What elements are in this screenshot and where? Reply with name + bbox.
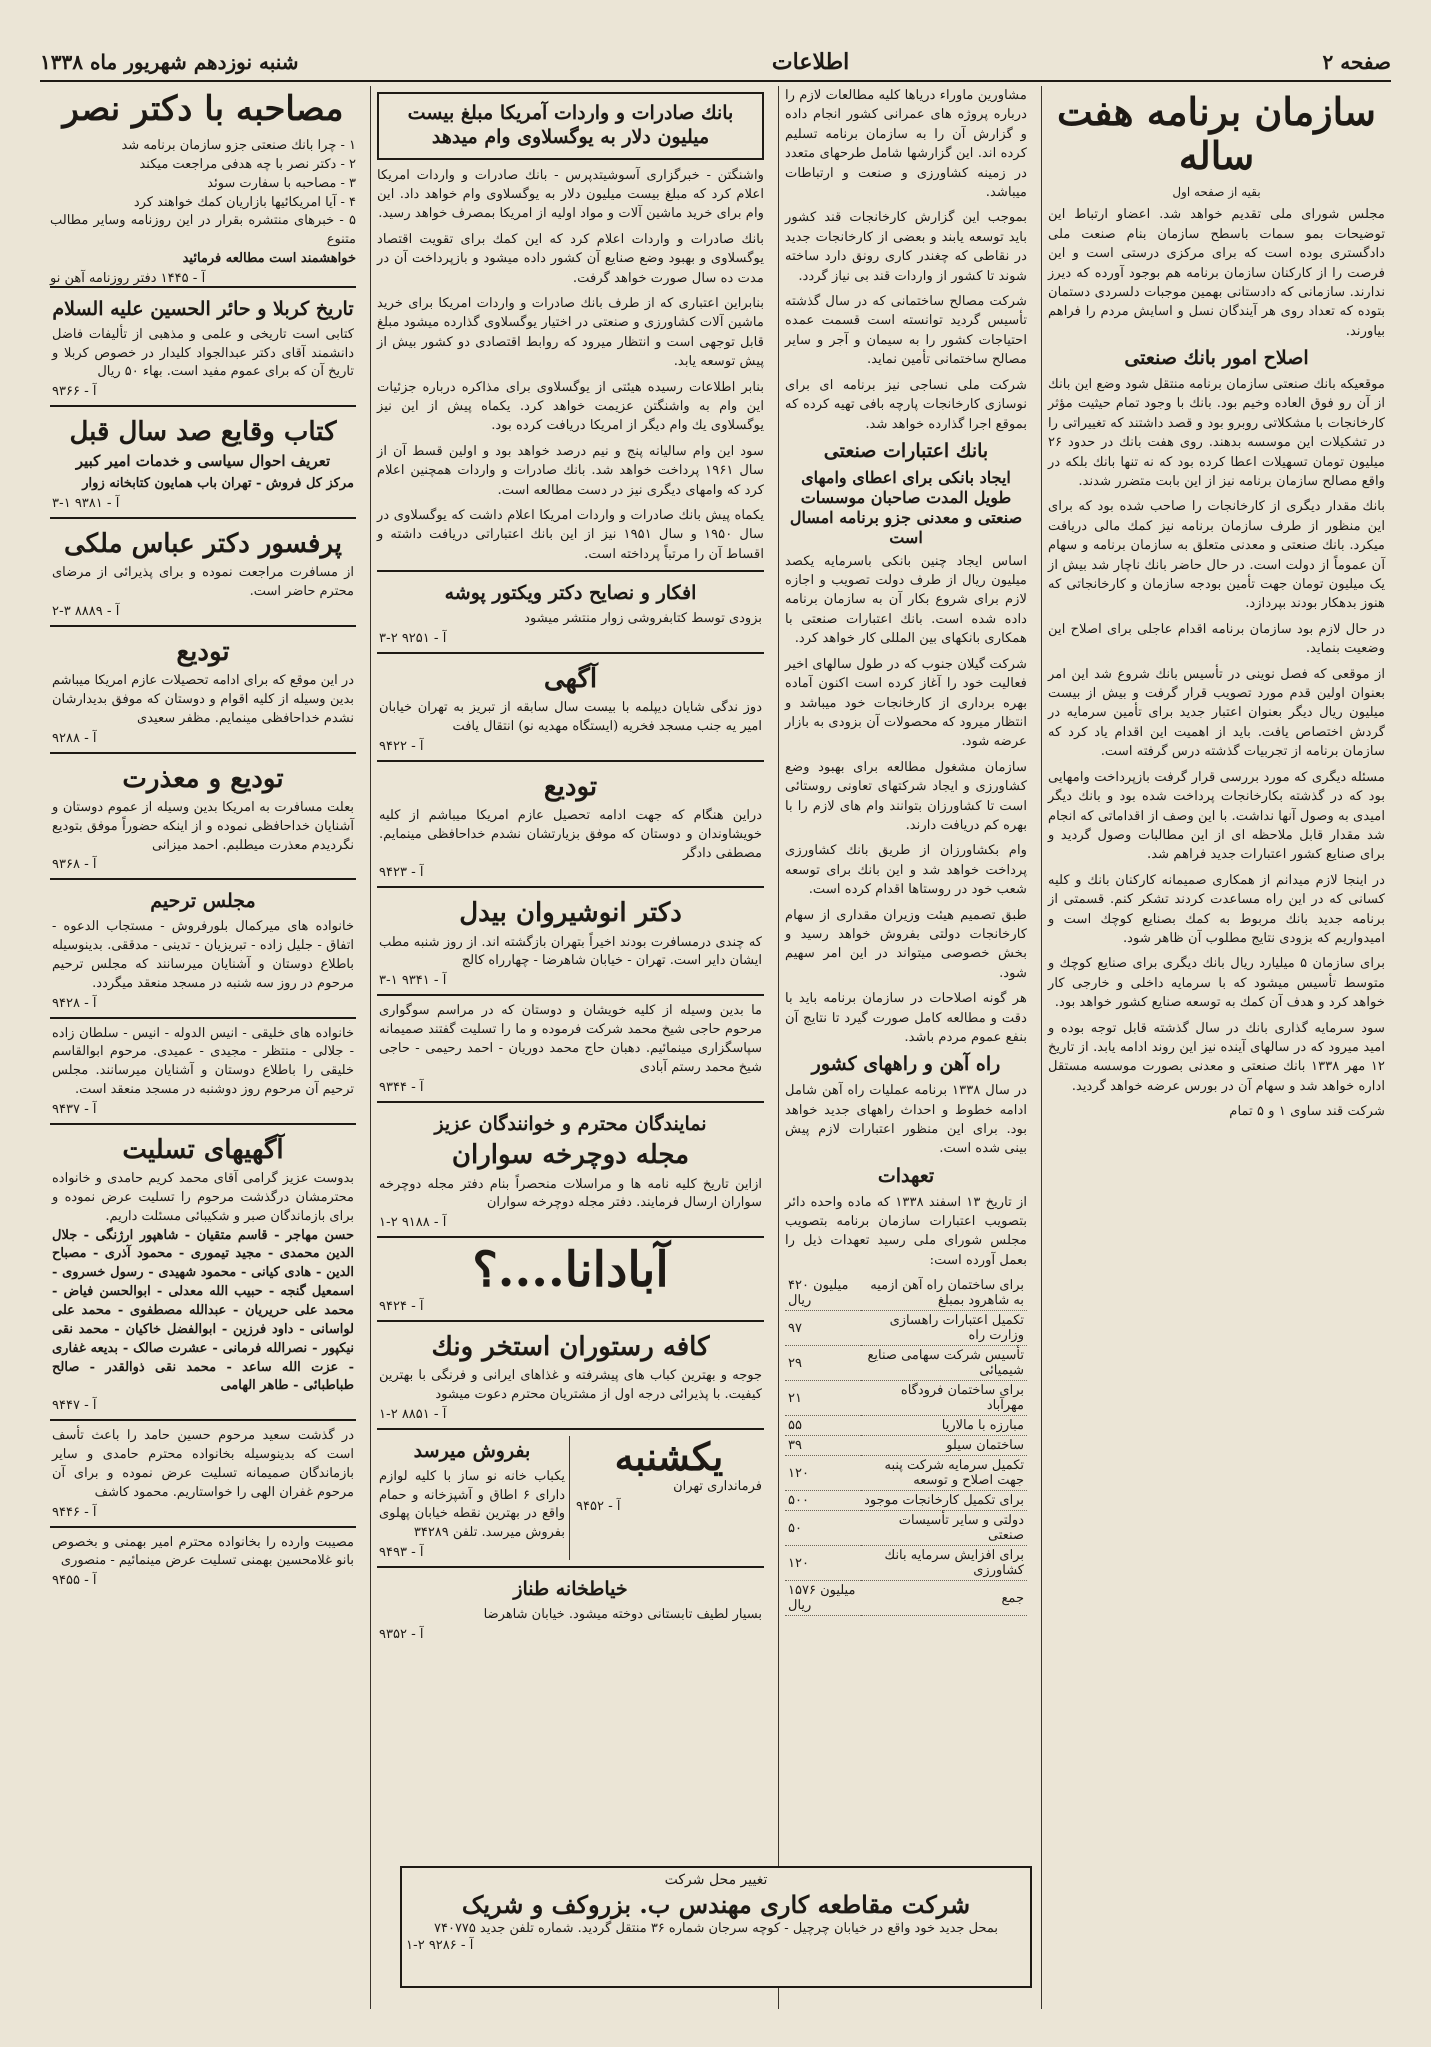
ad-memorial (50, 878, 356, 1016)
article-paragraph: سازمان مشغول مطالعه برای بهبود وضع کشاورزی و ایجاد شرکتهای تعاونی روستائی است تا کشاورزان بتوانند وام های لازم را با بهره کم دریافت دارند. (785, 759, 1027, 833)
issue-date: شنبه نوزدهم شهریور ماه ۱۳۳۸ (40, 50, 299, 74)
ad-farewell (377, 760, 764, 887)
table-cell-value: ۹۷ (785, 1311, 861, 1346)
ad-code: آ - ۹۳۴۱ ۱-۳ (379, 973, 447, 989)
ad-code: آ - ۹۲۸۸ (52, 730, 97, 746)
column-news-ads (370, 86, 770, 2009)
ad-history-book (50, 405, 356, 517)
table-row (785, 1311, 1027, 1346)
ad-tailor (377, 1566, 764, 1648)
ad-thanks (377, 994, 764, 1100)
ad-title: یکشنبه (614, 1433, 724, 1479)
column-article-continued (778, 86, 1033, 2009)
ad-title: تاریخ کربلا و حائر الحسین علیه السلام (52, 298, 354, 320)
ad-text: در این موقع که برای ادامه تحصیلات عازم امریکا میباشم بدین وسیله از کلیه اقوام و دوستان که موفق بدیدارشان نشدم خداحافظی مینمایم. مظفر سعیدی (52, 673, 354, 726)
news-paragraph: سود این وام سالیانه پنج و نیم درصد خواهد بود و اولین قسط آن از سال ۱۹۶۱ پرداخت خواهد شد. بانك صادرات و واردات همچنین اعلام کرد که وامهای دیگری نیز در دست مطالعه است. (377, 443, 765, 498)
ad-code: آ - ۹۳۵۲ (379, 1626, 424, 1642)
article-paragraph: شرکت ملی نساجی نیز برنامه ای برای نوسازی کارخانجات پارچه بافی تهیه کرده که بموقع اجرا گذارده خواهد شد. (785, 377, 1027, 432)
article-paragraph: طبق تصمیم هیئت وزیران مقداری از سهام کارخانجات دولتی بفروش خواهد رسید و بخش خصوصی میتواند در این امر سهیم شود. (785, 907, 1027, 981)
ad-code: آ - ۹۳۶۶ (52, 384, 97, 400)
ad-heading: تغییر محل شرکت (664, 1872, 768, 1888)
ad-code: آ - ۹۲۵۱ ۲-۳ (379, 630, 447, 646)
ad-code: آ - ۹۴۹۳ (379, 1545, 424, 1561)
ad-condolence-2 (50, 1419, 356, 1525)
article-title: سازمان برنامه هفت ساله (1056, 89, 1377, 178)
table-row (785, 1416, 1027, 1436)
commitments-table (785, 1276, 1027, 1616)
interview-title: مصاحبه با دکتر نصر (62, 89, 344, 129)
ad-code: آ - ۸۸۸۹ ۳-۲ (52, 603, 120, 619)
ad-title: دکتر انوشیروان بیدل (459, 898, 682, 929)
ad-text: خانواده های خلیقی - انیس الدوله - انیس - سلطان زاده - جلالی - منتظر - مجیدی - عمیدی. مرحوم ابوالقاسم خلیقی را باطلاع دوستان و آشنایان میرسانند. مجلس ترحیم آن مرحوم روز دوشنبه در مسجد منعقد است. (52, 1025, 354, 1098)
ad-title: افکار و نصایح دکتر ویکتور پوشه (444, 582, 697, 605)
page-number: صفحه ۲ (1322, 50, 1391, 74)
ad-title: پرفسور دکتر عباس ملکی (63, 529, 343, 560)
ad-code: آ - ۹۴۳۷ (52, 1101, 97, 1117)
article-paragraph: در اینجا لازم میدانم از همکاری صمیمانه کارکنان بانك و کلیه کسانی که در این راه مساعدت کردند تشکر کنم. قسمتی از برنامه جدید بانك مربوط به کمك بصنایع کوچك است و امیدواریم که بزودی نتایج مطلوب آن ظاهر شود. (1048, 872, 1385, 946)
newspaper-name: اطلاعات (771, 49, 850, 75)
ad-code: آ - ۸۸۵۱ ۲-۱ (379, 1406, 447, 1422)
page-header (40, 44, 1391, 82)
article-subheading: تعهدات (877, 1164, 935, 1187)
article-paragraph: مسئله دیگری که مورد بررسی قرار گرفت بازپرداخت وامهایی بود که در گذشته بکارخانجات پرداخت شده بود و بانك دیگر امیدی به وصول آنها نداشت. با این وصف از اقداماتی که انجام شد مقدار قابل ملاحظه ای از این مطالبات وصول گردید و برای صنایع کشور اعتبارات جدید فراهم شد. (1048, 769, 1385, 863)
ad-text: مرکز کل فروش - تهران باب همایون کتابخانه زوار (82, 476, 354, 492)
ad-text: ازاین تاریخ کلیه نامه ها و مراسلات منحصراً بنام دفتر مجله دوچرخه سواران ارسال فرمایند. دفتر مجله دوچرخه سواران (379, 1176, 762, 1211)
list-item: ۳ - مصاحبه با سفارت سوئد (207, 175, 356, 191)
ad-karbala-book (50, 286, 356, 405)
footer-ad-relocation (400, 1866, 1032, 1988)
ad-professor (50, 517, 356, 625)
article-paragraph: بموجب این گزارش کارخانجات قند کشور باید توسعه یابند و بعضی از کارخانجات جدید در نقاطی که چغندر کاری رونق دارد ساخته شوند تا کشور از واردات قند بی نیاز گردد. (785, 210, 1027, 284)
ad-code: آ - ۹۴۲۴ (379, 1299, 424, 1315)
ad-code: آ - ۹۴۲۸ (52, 995, 97, 1011)
ad-condolences (50, 1123, 356, 1419)
ad-text: مصیبت وارده را بخانواده محترم امیر بهمنی و بخصوص بانو غلامحسین بهمنی تسلیت عرض مینمائیم - منصوری (52, 1534, 354, 1569)
ad-condolence-3 (50, 1526, 356, 1595)
article-paragraph: سود سرمایه گذاری بانك در سال گذشته قابل توجه بوده و امید میرود که در سالهای آینده نیز این روند ادامه یابد. از تاریخ ۱۲ مهر ۱۳۳۸ بانك صنعتی و معدنی بصورت موسسه مستقل اداره خواهد شد و سهام آن در بورس عرضه خواهد گردید. (1048, 1020, 1385, 1094)
ad-code: آ - ۹۴۴۶ (52, 1504, 97, 1520)
interview-note: خواهشمند است مطالعه فرمائید (182, 251, 356, 267)
list-item: ۲ - دکتر نصر با چه هدفی مراجعت میکند (139, 156, 356, 172)
ad-magazine (377, 1101, 764, 1237)
table-cell-value: ۱۲۰ (785, 1546, 861, 1581)
list-item: ۴ - آیا امریکائیها بازاریان کمك خواهند کرد (133, 194, 356, 210)
ad-code: آ - ۹۴۵۲ (576, 1498, 621, 1514)
article-paragraph: در حال لازم بود سازمان برنامه اقدام عاجلی برای اصلاح این وضعیت بنماید. (1048, 621, 1385, 657)
ad-title: تودیع (543, 771, 598, 802)
table-row (785, 1276, 1027, 1311)
ad-text: خانواده های میرکمال بلورفروش - مستجاب الدعوه - اتفاق - جلیل زاده - تبریزیان - تدینی - مدققی. بدینوسیله باطلاع دوستان و آشنایان میرسانند که مجلس ترحیم مرحوم در روز سه شنبه در مسجد منعقد میگردد. (52, 919, 354, 991)
ad-text: در گذشت سعید مرحوم حسین حامد را باعث تأسف است که بدینوسیله بخانواده محترم حامدی و سایر بازماندگان صمیمانه تسلیت عرض نموده و برای آن مرحوم غفران الهی را خواستاریم. محمود کاشف (52, 1428, 354, 1500)
ad-abadana (377, 1236, 764, 1320)
table-cell-label: تکمیل اعتبارات راهسازی وزارت راه (861, 1311, 1027, 1346)
ad-text: یکباب خانه نو ساز با کلیه لوازم دارای ۶ اطاق و آشپزخانه و حمام واقع در بهترین نقطه خیابان پهلوی بفروش میرسد. تلفن ۳۴۲۸۹ (379, 1468, 565, 1541)
ad-memorial-2 (50, 1017, 356, 1123)
table-cell-label: جمع (861, 1581, 1027, 1616)
ad-text: دوز ندگی شایان دیپلمه با بیست سال سابقه از تبریز به تهران خیابان امیر یه جنب مسجد فخریه (ایستگاه مهدیه نو) انتقال یافت (379, 700, 762, 734)
table-cell-value: ۱۲۰ (785, 1456, 861, 1491)
ad-doctor (377, 886, 764, 994)
ad-text: از مسافرت مراجعت نموده و برای پذیرائی از مرضای محترم حاضر است. (52, 565, 354, 600)
table-row (785, 1456, 1027, 1491)
ad-code: آ - ۹۳۶۸ (52, 857, 97, 873)
article-subheading: بانك اعتبارات صنعتی (823, 439, 989, 462)
list-item: ۵ - خبرهای منتشره بقرار در این روزنامه وسایر مطالب متنوع (50, 213, 356, 248)
news-headline: بانك صادرات و واردات آمریکا مبلغ بیست میلیون دلار به یوگسلاوی وام میدهد (407, 102, 734, 148)
ad-code: آ - ۹۳۴۴ (379, 1079, 424, 1095)
news-paragraph: واشنگتن - خبرگزاری آسوشیتدپرس - بانك صادرات و واردات امریکا اعلام کرد که مبلغ بیست میلیون دلار به یوگسلاوی وام خواهد داد. این وام برای خرید ماشین آلات و مواد اولیه از امریکا بمصرف خواهد رسید. (377, 167, 764, 222)
article-paragraph: شرکت مصالح ساختمانی که در سال گذشته تأسیس گردید توانسته است قسمت عمده احتیاجات کشور را به سیمان و آجر و سایر مصالح ساختمانی تأمین نماید. (785, 294, 1027, 368)
ad-text: دراین هنگام که جهت ادامه تحصیل عازم امریکا میباشم از کلیه خویشاوندان و دوستان که موفق بزیارتشان نشدم خداحافظی مینمایم. مصطفی دادگر (379, 807, 762, 861)
table-cell-value: ۲۱ (785, 1381, 861, 1416)
ad-cafe (377, 1320, 764, 1428)
table-cell-label: برای ساختمان راه آهن ازمیه به شاهرود بمبلغ (861, 1276, 1027, 1311)
ad-title: بفروش میرسد (413, 1439, 531, 1462)
table-row (785, 1546, 1027, 1581)
ad-title: آگهی (543, 663, 598, 694)
table-cell-value: ۲۹ (785, 1346, 861, 1381)
table-cell-value: ۱۵۷۶ میلیون ریال (785, 1581, 861, 1616)
ad-text: ما بدین وسیله از کلیه خویشان و دوستان که در مراسم سوگواری مرحوم حاجی شیخ محمد شرکت فرموده و ما را تسلیت گفتند صمیمانه سپاسگزاری مینمائیم. دهبان حاج محمد دوریان - احمد رحیمی - حاجی شیخ محمد رستم آبادی (379, 1003, 762, 1075)
table-row (785, 1491, 1027, 1511)
table-row (785, 1346, 1027, 1381)
ad-title: کافه رستوران استخر ونك (431, 1332, 710, 1363)
ad-code: آ - ۱۴۴۵ دفتر روزنامه آهن نو (50, 271, 206, 286)
ad-title: نمایندگان محترم و خوانندگان عزیز (434, 1112, 707, 1135)
article-subheading: اصلاح امور بانك صنعتی (1124, 347, 1309, 370)
table-cell-label: ساختمان سیلو (861, 1436, 1027, 1456)
interview-list (50, 137, 356, 250)
ad-subtitle: مجله دوچرخه سواران (451, 1140, 690, 1171)
ad-names: حسن مهاجر - قاسم متقیان - شاهپور ارژنگی - جلال الدین محمدی - مجید تیموری - محمود آذری - مصباح الدین - هادی کیانی - محمود شهیدی - رسول خسروی - اسمعیل گنجه - حبیب الله معدلی - ابوالحسن فیاض - محمد علی حریریان - عبدالله مصطفوی - محمد علی لواسانی - داود فرزین - ابوالفضل خاکیان - محمد نقی نیکپور - نصرالله فرمانی - عشرت صالک - بدیعه غفاری - عزت الله ساعد - محمد نقی ذوالقدر - صالح طباطبائی - طاهر الهامی (52, 1227, 354, 1394)
table-cell-value: ۳۹ (785, 1436, 861, 1456)
table-cell-label: تأسیس شرکت سهامی صنایع شیمیائی (861, 1346, 1027, 1381)
article-paragraph: از تاریخ ۱۳ اسفند ۱۳۳۸ که ماده واحده دائر بتصویب اعتبارات سازمان برنامه بتصویب مجلس شورای ملی رسید تعهدات ذیل را بعمل آورده است: (785, 1194, 1028, 1268)
table-cell-value: ۵۵ (785, 1416, 861, 1436)
article-paragraph: اساس ایجاد چنین بانکی باسرمایه یکصد میلیون ریال از طرف دولت تصویب و اجازه لازم برای شروع بکار آن به سازمان برنامه داده شده است. بانك اعتبارات صنعتی با همکاری بانكهای بین المللی کار خواهد کرد. (785, 553, 1027, 647)
ad-sunday (576, 1433, 762, 1560)
ad-title: آگهیهای تسلیت (122, 1134, 284, 1165)
column-lead-article (1041, 86, 1391, 2009)
continued-note: بقیه از صفحه اول (1172, 185, 1261, 200)
columns (40, 86, 1391, 2009)
table-cell-label: دولتی و سایر تأسیسات صنعتی (861, 1511, 1027, 1546)
news-paragraph: بنابراین اعتباری که از طرف بانك صادرات و واردات امریکا برای خرید ماشین آلات کشاورزی و صنعتی در اختیار یوگسلاوی گذارده میشود مبلغ قابل توجهی است و انتظار میرود که روابط اقتصادی دو کشور بیش از پیش توسعه یابد. (377, 295, 764, 370)
table-row (785, 1436, 1027, 1456)
table-cell-label: تکمیل سرمایه شرکت پنبه جهت اصلاح و توسعه (861, 1456, 1027, 1491)
news-paragraph: بانك صادرات و واردات اعلام کرد که این کمك برای تقویت اقتصاد یوگسلاوی و بهبود وضع صنایع آن کشور داده میشود و بازپرداخت آن در مدت ده سال صورت خواهد گرفت. (377, 231, 764, 286)
ad-subtitle: تعریف احوال سیاسی و خدمات امیر کبیر (75, 452, 331, 471)
ad-notice (377, 652, 764, 760)
ad-title: تودیع و معذرت (122, 763, 284, 794)
news-paragraph: یکماه پیش بانك صادرات و واردات امریکا اعلام داشت که یوگسلاوی در سال ۱۹۵۰ و سال ۱۹۵۱ نیز از این بانك اعتباراتی دریافت داشته و اقساط آن را مرتباً پرداخته است. (377, 508, 765, 562)
table-row (785, 1511, 1027, 1546)
article-paragraph: شرکت گیلان جنوب که در طول سالهای اخیر فعالیت خود را آغاز کرده است اکنون آماده بهره برداری از کارخانجات خود میباشد و انتظار میرود که محصولات آن بزودی به بازار عرضه شود. (785, 656, 1027, 750)
ad-title: کتاب وقایع صد سال قبل (69, 417, 337, 448)
article-subheading: ایجاد بانکی برای اعطای وامهای طویل المدت صاحبان موسسات صنعتی و معدنی جزو برنامه امسال است (789, 467, 1023, 547)
table-row (785, 1581, 1027, 1616)
list-item: ۱ - چرا بانك صنعتی جزو سازمان برنامه شد (121, 138, 356, 154)
ad-text: بعلت مسافرت به امریکا بدین وسیله از عموم دوستان و آشنایان خداحافظی نموده و از اینکه حضوراً موفق بتودیع نگردیدم معذرت میطلبم. احمد میزانی (52, 799, 354, 853)
ad-text: بدوست عزیز گرامی آقای محمد کریم حامدی و خانواده محترمشان درگذشت مرحوم را تسلیت عرض نموده و برای بازماندگان صبر و شکیبائی مسئلت داریم. (52, 1171, 354, 1224)
news-headline-box (377, 92, 764, 160)
ad-text: فرمانداری تهران (673, 1478, 762, 1494)
ad-code: آ - ۹۴۲۲ (379, 738, 424, 754)
article-end: شرکت قند ساوی ۱ و ۵ تمام (1229, 1104, 1385, 1120)
article-paragraph: مجلس شورای ملی تقدیم خواهد شد. اعضاو ارتباط این توضیحات بمو سمات باسطح سازمان بنام صنعت ملی دادگستری بوده است که برای مرکزی درستی است و این فرصت را از کارکنان سازمان برنامه هم بوجود آورده که دیرز ندارند. سازمانی که دادستانی بهمین موجبات دلسردی دستمان بتوده که تعداد روی هر آیندگان نسل و اسایش مردم را فراهم بیاورند. (1048, 207, 1385, 339)
article-subheading: راه آهن و راههای کشور (811, 1053, 1001, 1076)
article-paragraph: مشاورین ماوراء دریاها کلیه مطالعات لازم را درباره پروژه های عمرانی کشور انجام داده و گزارش آن را به سازمان برنامه تسلیم کرده اند. این گزارشها شامل طرحهای متعدد در زمینه کشاورزی و صنعت و ارتباطات میباشد. (785, 88, 1027, 201)
table-row (785, 1381, 1027, 1416)
article-paragraph: بانك مقدار دیگری از کارخانجات را صاحب شده بود که برای این منظور از طرف سازمان برنامه نیز کمك مالی دریافت میکرد. بانك صنعتی و معدنی متعلق به سازمان برنامه و سهام آن عموماً از دولت است. در حال حاضر بانك ناچار شد بیش از یک میلیون تومان جهت تأمین بودجه سازمان و کارخانجاتی که هنوز بدهکار بودند بپردازد. (1048, 499, 1385, 612)
ad-code: آ - ۹۴۲۳ (379, 865, 424, 881)
table-cell-label: برای افزایش سرمایه بانك کشاورزی (861, 1546, 1027, 1581)
ad-title: آبادانا....؟ (472, 1242, 669, 1299)
table-cell-label: برای ساختمان فرودگاه مهرآباد (861, 1381, 1027, 1416)
article-paragraph: وام بکشاورزان از طریق بانك کشاورزی پرداخت خواهد شد و این بانك برای توسعه شعب خود در روستاها اقدام کرده است. (785, 843, 1027, 898)
table-cell-label: مبارزه با مالاریا (861, 1416, 1027, 1436)
article-paragraph: موقعیکه بانك صنعتی سازمان برنامه منتقل شود وضع این بانك از آن رو فوق العاده وخیم بود. بانك با وجود تمام حیثیت مؤثر کارخانجات با مشکلاتی روبرو بود و قصد داشتند که تغییراتی را در تشکیلات این موسسه بدهند. روی هفت بانك در حدود ۲۶ میلیون تومان تسهیلات اعطا کرده بود که نه تنها بانك بلکه در واقع مصالح سازمان برنامه نیز از این بابت متضرر شدند. (1048, 376, 1385, 489)
article-paragraph: از موقعی که فصل نوینی در تأسیس بانك شروع شد این امر بعنوان اولین قدم مورد تصویب قرار گرفت و بیش از بیست میلیون ریال دیگر بعنوان اعتبار جدید برای تأمین سرمایه در گردش اختصاص یافت. باید از اهمیت این اقدام یاد کرد که سازمان برنامه از تجربیات گذشته درس گرفته است. (1048, 666, 1385, 760)
ad-text: بسیار لطیف تابستانی دوخته میشود. خیابان شاهرضا (483, 1606, 762, 1622)
news-paragraph: بنابر اطلاعات رسیده هیئتی از یوگسلاوی برای مذاکره درباره جزئیات این وام به واشنگتن عزیمت خواهد کرد. یکماه پیش از این نیز یوگسلاوی یك وام دیگر از امریکا دریافت کرده بود. (377, 379, 764, 434)
ad-code: آ - ۹۲۸۶ ۲-۱ (406, 1938, 474, 1953)
article-paragraph: هر گونه اصلاحات در سازمان برنامه باید با دقت و مطالعه کامل صورت گیرد تا نتایج آن بنفع عموم مردم باشد. (785, 991, 1027, 1045)
article-paragraph: در سال ۱۳۳۸ برنامه عملیات راه آهن شامل ادامه خطوط و احداث راههای جدید خواهد بود. برای این منظور اعتبارات لازم پیش بینی شده است. (785, 1083, 1027, 1157)
ad-book (377, 570, 764, 652)
ad-farewell (50, 625, 356, 752)
ad-title: تودیع (176, 636, 230, 667)
table-cell-value: ۵۰ (785, 1511, 861, 1546)
ad-code: آ - ۹۳۸۱ ۱-۳ (52, 496, 120, 512)
column-classifieds (44, 86, 362, 2009)
ad-text: بمحل جدید خود واقع در خیابان چرچیل - کوچه سرجان شماره ۳۶ منتقل گردید. شماره تلفن جدید ۷۴۰۷۷۵ (434, 1921, 998, 1936)
ad-text: کتابی است تاریخی و علمی و مذهبی از تألیفات فاضل دانشمند آقای دکتر عبدالجواد کلیدار در خصوص کربلا و تاریخ آن که برای عموم مفید است. بهاء ۵۰ ریال (52, 326, 354, 380)
ad-code: آ - ۹۴۵۵ (52, 1573, 97, 1589)
ad-for-sale (379, 1436, 570, 1560)
ad-code: آ - ۹۱۸۸ ۲-۱ (379, 1215, 447, 1231)
ad-row-bottom (377, 1428, 764, 1566)
table-cell-label: برای تکمیل کارخانجات موجود (861, 1491, 1027, 1511)
ad-farewell-apology (50, 752, 356, 879)
ad-text: جوجه و بهترین کباب های پیشرفته و غذاهای ایرانی و فرنگی با بهترین کیفیت. با پذیرائی درجه اول از مشتریان محترم دعوت میشود (379, 1368, 762, 1403)
table-cell-value: ۵۰۰ (785, 1491, 861, 1511)
ad-text: که چندی درمسافرت بودند اخیراً بتهران بازگشته اند. از روز شنبه مطب ایشان دایر است. تهران - خیابان شاهرضا - چهارراه کالج (379, 934, 762, 969)
ad-title: شرکت مقاطعه کاری مهندس ب. بزروکف و شریک (461, 1890, 971, 1919)
ad-code: آ - ۹۴۴۷ (52, 1398, 97, 1414)
table-cell-value: ۴۲۰ میلیون ریال (785, 1276, 861, 1311)
ad-title: مجلس ترحیم (150, 890, 256, 913)
ad-title: خیاطخانه طناز (513, 1578, 628, 1601)
article-paragraph: برای سازمان ۵ میلیارد ریال بانك دیگری برای صنایع کوچك و متوسط تأسیس میشود که با سرمایه داخلی و خارجی کار خواهد کرد و هدف آن کمك به توسعه صنایع کشور خواهد بود. (1048, 956, 1385, 1011)
ad-text: بزودی توسط کتابفروشی زوار منتشر میشود (524, 610, 762, 626)
